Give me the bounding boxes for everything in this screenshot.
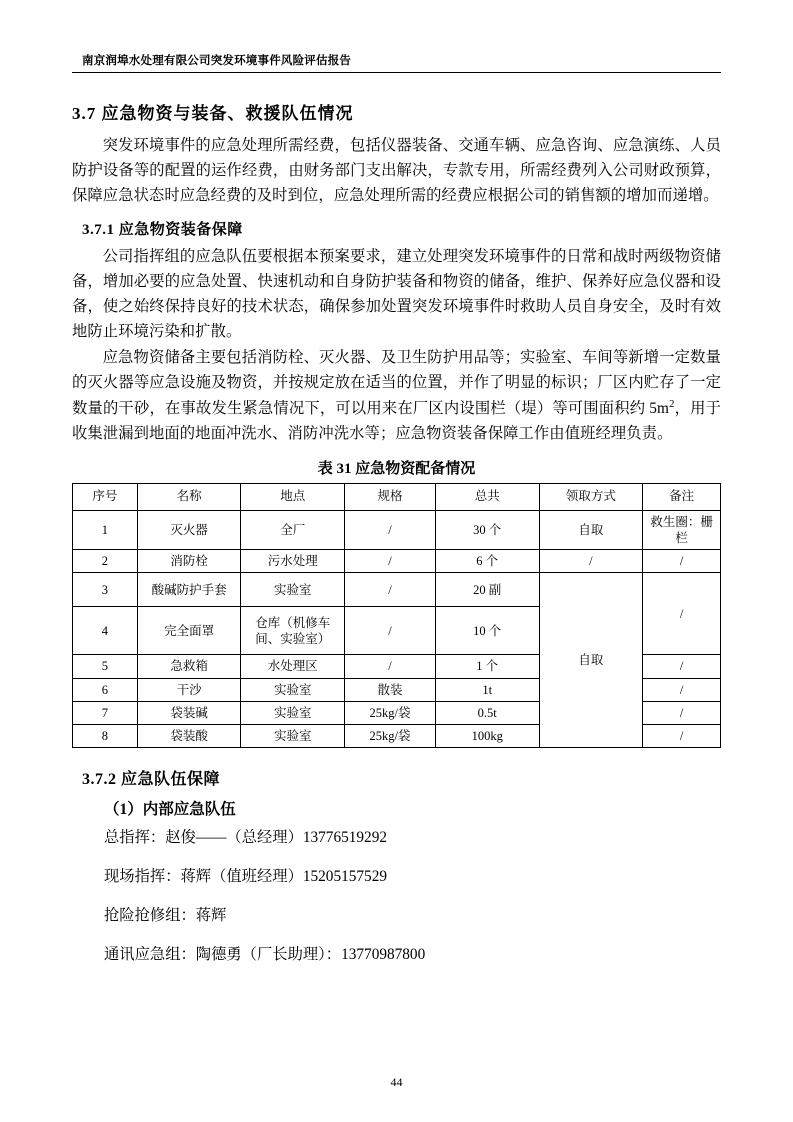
contact-line: 现场指挥：蒋辉（值班经理）15205157529 [104, 868, 387, 886]
cell-no: 7 [73, 701, 138, 724]
table-header-cell: 名称 [137, 483, 241, 510]
area-unit-superscript: 2 [669, 397, 675, 410]
cell-name: 完全面罩 [137, 607, 241, 655]
running-header: 南京润埠水处理有限公司突发环境事件风险评估报告 [72, 52, 721, 73]
table-header-row [73, 483, 721, 510]
cell-total: 10 个 [435, 607, 539, 655]
table-header-cell: 序号 [73, 483, 138, 510]
paragraph-371-2 [72, 346, 721, 446]
cell-remark: / [643, 550, 721, 573]
cell-no: 2 [73, 550, 138, 573]
cell-total: 0.5t [435, 701, 539, 724]
table-row [73, 573, 721, 607]
cell-spec: / [345, 550, 436, 573]
cell-spec: / [345, 607, 436, 655]
section-title: 3.7 应急物资与装备、救援队伍情况 [72, 104, 354, 123]
cell-place: 水处理区 [241, 655, 345, 678]
cell-name: 袋装酸 [137, 725, 241, 748]
cell-no: 5 [73, 655, 138, 678]
cell-place: 全厂 [241, 510, 345, 550]
table-header-cell: 领取方式 [539, 483, 643, 510]
table-header-cell: 总共 [435, 483, 539, 510]
table-header-cell: 规格 [345, 483, 436, 510]
cell-spec: 散装 [345, 678, 436, 701]
cell-remark-merged: / [643, 573, 721, 655]
table-header-cell: 地点 [241, 483, 345, 510]
cell-place: 仓库（机修车间、实验室） [241, 607, 345, 655]
cell-total: 100kg [435, 725, 539, 748]
cell-total: 6 个 [435, 550, 539, 573]
contact-line: 通讯应急组：陶德勇（厂长助理）：13770987800 [104, 946, 426, 964]
cell-total: 30 个 [435, 510, 539, 550]
cell-remark: / [643, 701, 721, 724]
page-number: 44 [390, 1075, 403, 1089]
paragraph-371-1: 公司指挥组的应急队伍要根据本预案要求，建立处理突发环境事件的日常和战时两级物资储备，增加必要的应急处置、快速机动和自身防护装备和物资的储备，维护、保养好应急仪器和设备，使之始终保持良好的技术状态，确保参加处置突发环境事件时救助人员自身安全，及时有效地防止环境污染和扩散。 [72, 248, 721, 340]
cell-method: 自取 [539, 510, 643, 550]
cell-place: 污水处理 [241, 550, 345, 573]
cell-remark: 救生圈：栅栏 [643, 510, 721, 550]
internal-team-heading: （1）内部应急队伍 [104, 801, 236, 819]
section-intro-paragraph: 突发环境事件的应急处理所需经费，包括仪器装备、交通车辆、应急咨询、应急演练、人员防护设备等的配置的运作经费，由财务部门支出解决，专款专用，所需经费列入公司财政预算，保障应急状态时应急经费的及时到位，应急处理所需的经费应根据公司的销售额的增加而递增。 [72, 137, 721, 204]
contact-line: 抢险抢修组：蒋辉 [104, 907, 227, 925]
cell-place: 实验室 [241, 678, 345, 701]
cell-name: 酸碱防护手套 [137, 573, 241, 607]
cell-spec: / [345, 573, 436, 607]
cell-no: 4 [73, 607, 138, 655]
cell-no: 6 [73, 678, 138, 701]
cell-place: 实验室 [241, 701, 345, 724]
cell-place: 实验室 [241, 725, 345, 748]
cell-total: 1t [435, 678, 539, 701]
subsection-title-372: 3.7.2 应急队伍保障 [82, 771, 221, 789]
table-header-cell: 备注 [643, 483, 721, 510]
cell-name: 急救箱 [137, 655, 241, 678]
cell-spec: / [345, 510, 436, 550]
cell-spec: 25kg/袋 [345, 725, 436, 748]
cell-remark: / [643, 725, 721, 748]
table-caption: 表 31 应急物资配备情况 [317, 460, 476, 477]
cell-name: 灭火器 [137, 510, 241, 550]
cell-total: 1 个 [435, 655, 539, 678]
contact-line: 总指挥：赵俊——（总经理）13776519292 [104, 829, 387, 847]
cell-remark: / [643, 655, 721, 678]
subsection-title-371: 3.7.1 应急物资装备保障 [82, 222, 243, 239]
cell-name: 干沙 [137, 678, 241, 701]
cell-spec: 25kg/袋 [345, 701, 436, 724]
table-row [73, 510, 721, 550]
cell-spec: / [345, 655, 436, 678]
cell-place: 实验室 [241, 573, 345, 607]
paragraph-371-2-part-a: 应急物资储备主要包括消防栓、灭火器、及卫生防护用品等；实验室、车间等新增一定数量的灭火器等应急设施及物资，并按规定放在适当的位置，并作了明显的标识；厂区内贮存了一定数量的干砂，在事故发生紧急情况下，可以用来在厂区内设围栏（堤）等可围面积约 5m [72, 349, 721, 417]
table-row [73, 550, 721, 573]
cell-name: 袋装碱 [137, 701, 241, 724]
cell-method: / [539, 550, 643, 573]
cell-total: 20 副 [435, 573, 539, 607]
cell-remark: / [643, 678, 721, 701]
cell-method-merged: 自取 [539, 573, 643, 748]
cell-no: 8 [73, 725, 138, 748]
cell-no: 1 [73, 510, 138, 550]
cell-name: 消防栓 [137, 550, 241, 573]
paragraph-371-2-part-b: ，用于收集泄漏到地面的地面冲洗水、消防冲洗水等；应急物资装备保障工作由值班经理负责。 [72, 399, 721, 442]
cell-no: 3 [73, 573, 138, 607]
emergency-materials-table [72, 483, 721, 749]
